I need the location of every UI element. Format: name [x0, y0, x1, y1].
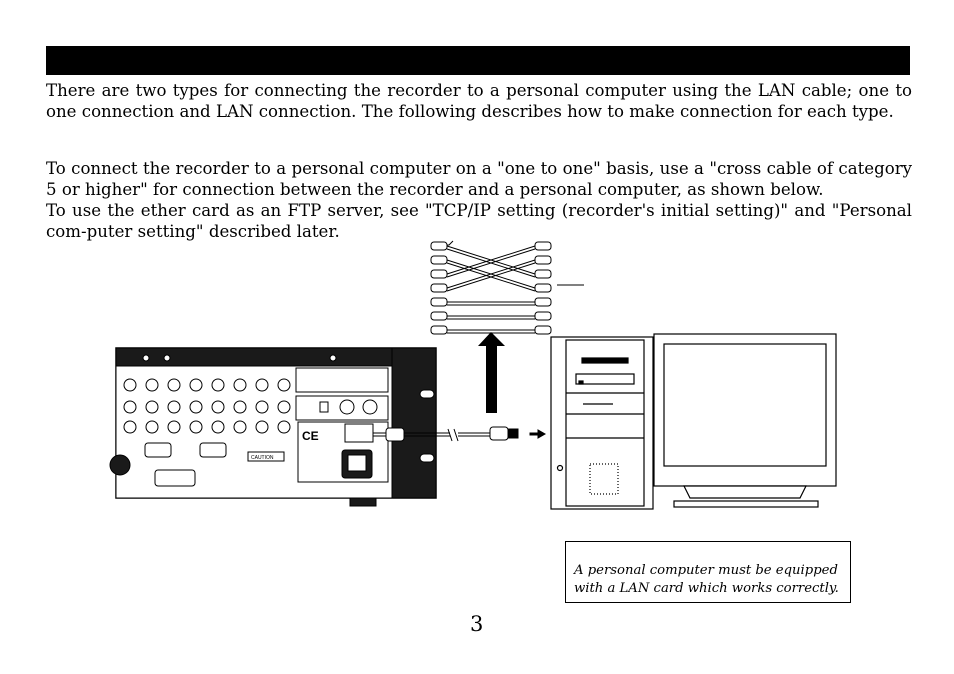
note-line-1: A personal computer must be equipped — [574, 563, 838, 578]
intro-paragraph: There are two types for connecting the recorder to a personal computer using the LAN cable; one to one connection and LAN connection. The following describes how to make connection for each type. — [46, 81, 912, 121]
requirement-note-box — [565, 541, 851, 603]
recorder-rear-panel — [110, 348, 436, 506]
lan-cable — [373, 427, 545, 441]
one-to-one-paragraph: To connect the recorder to a personal computer on a "one to one" basis, use a "cross cable of category 5 or higher" for connection between the recorder and a personal computer, as shown below. — [46, 159, 912, 199]
monitor-icon — [654, 334, 836, 507]
page-number: 3 — [470, 612, 484, 636]
cross-cable-wiring-icon — [431, 241, 551, 334]
computer-tower-icon — [551, 337, 653, 509]
ftp-server-paragraph: To use the ether card as an FTP server, see "TCP/IP setting (recorder's initial setting)" and "Personal com-puter setting" described later. — [46, 201, 912, 241]
note-line-2: with a LAN card which works correctly. — [574, 581, 839, 596]
caution-label: CAUTION — [251, 455, 274, 461]
up-arrow-icon — [478, 332, 505, 413]
ce-mark: CE — [302, 429, 319, 443]
